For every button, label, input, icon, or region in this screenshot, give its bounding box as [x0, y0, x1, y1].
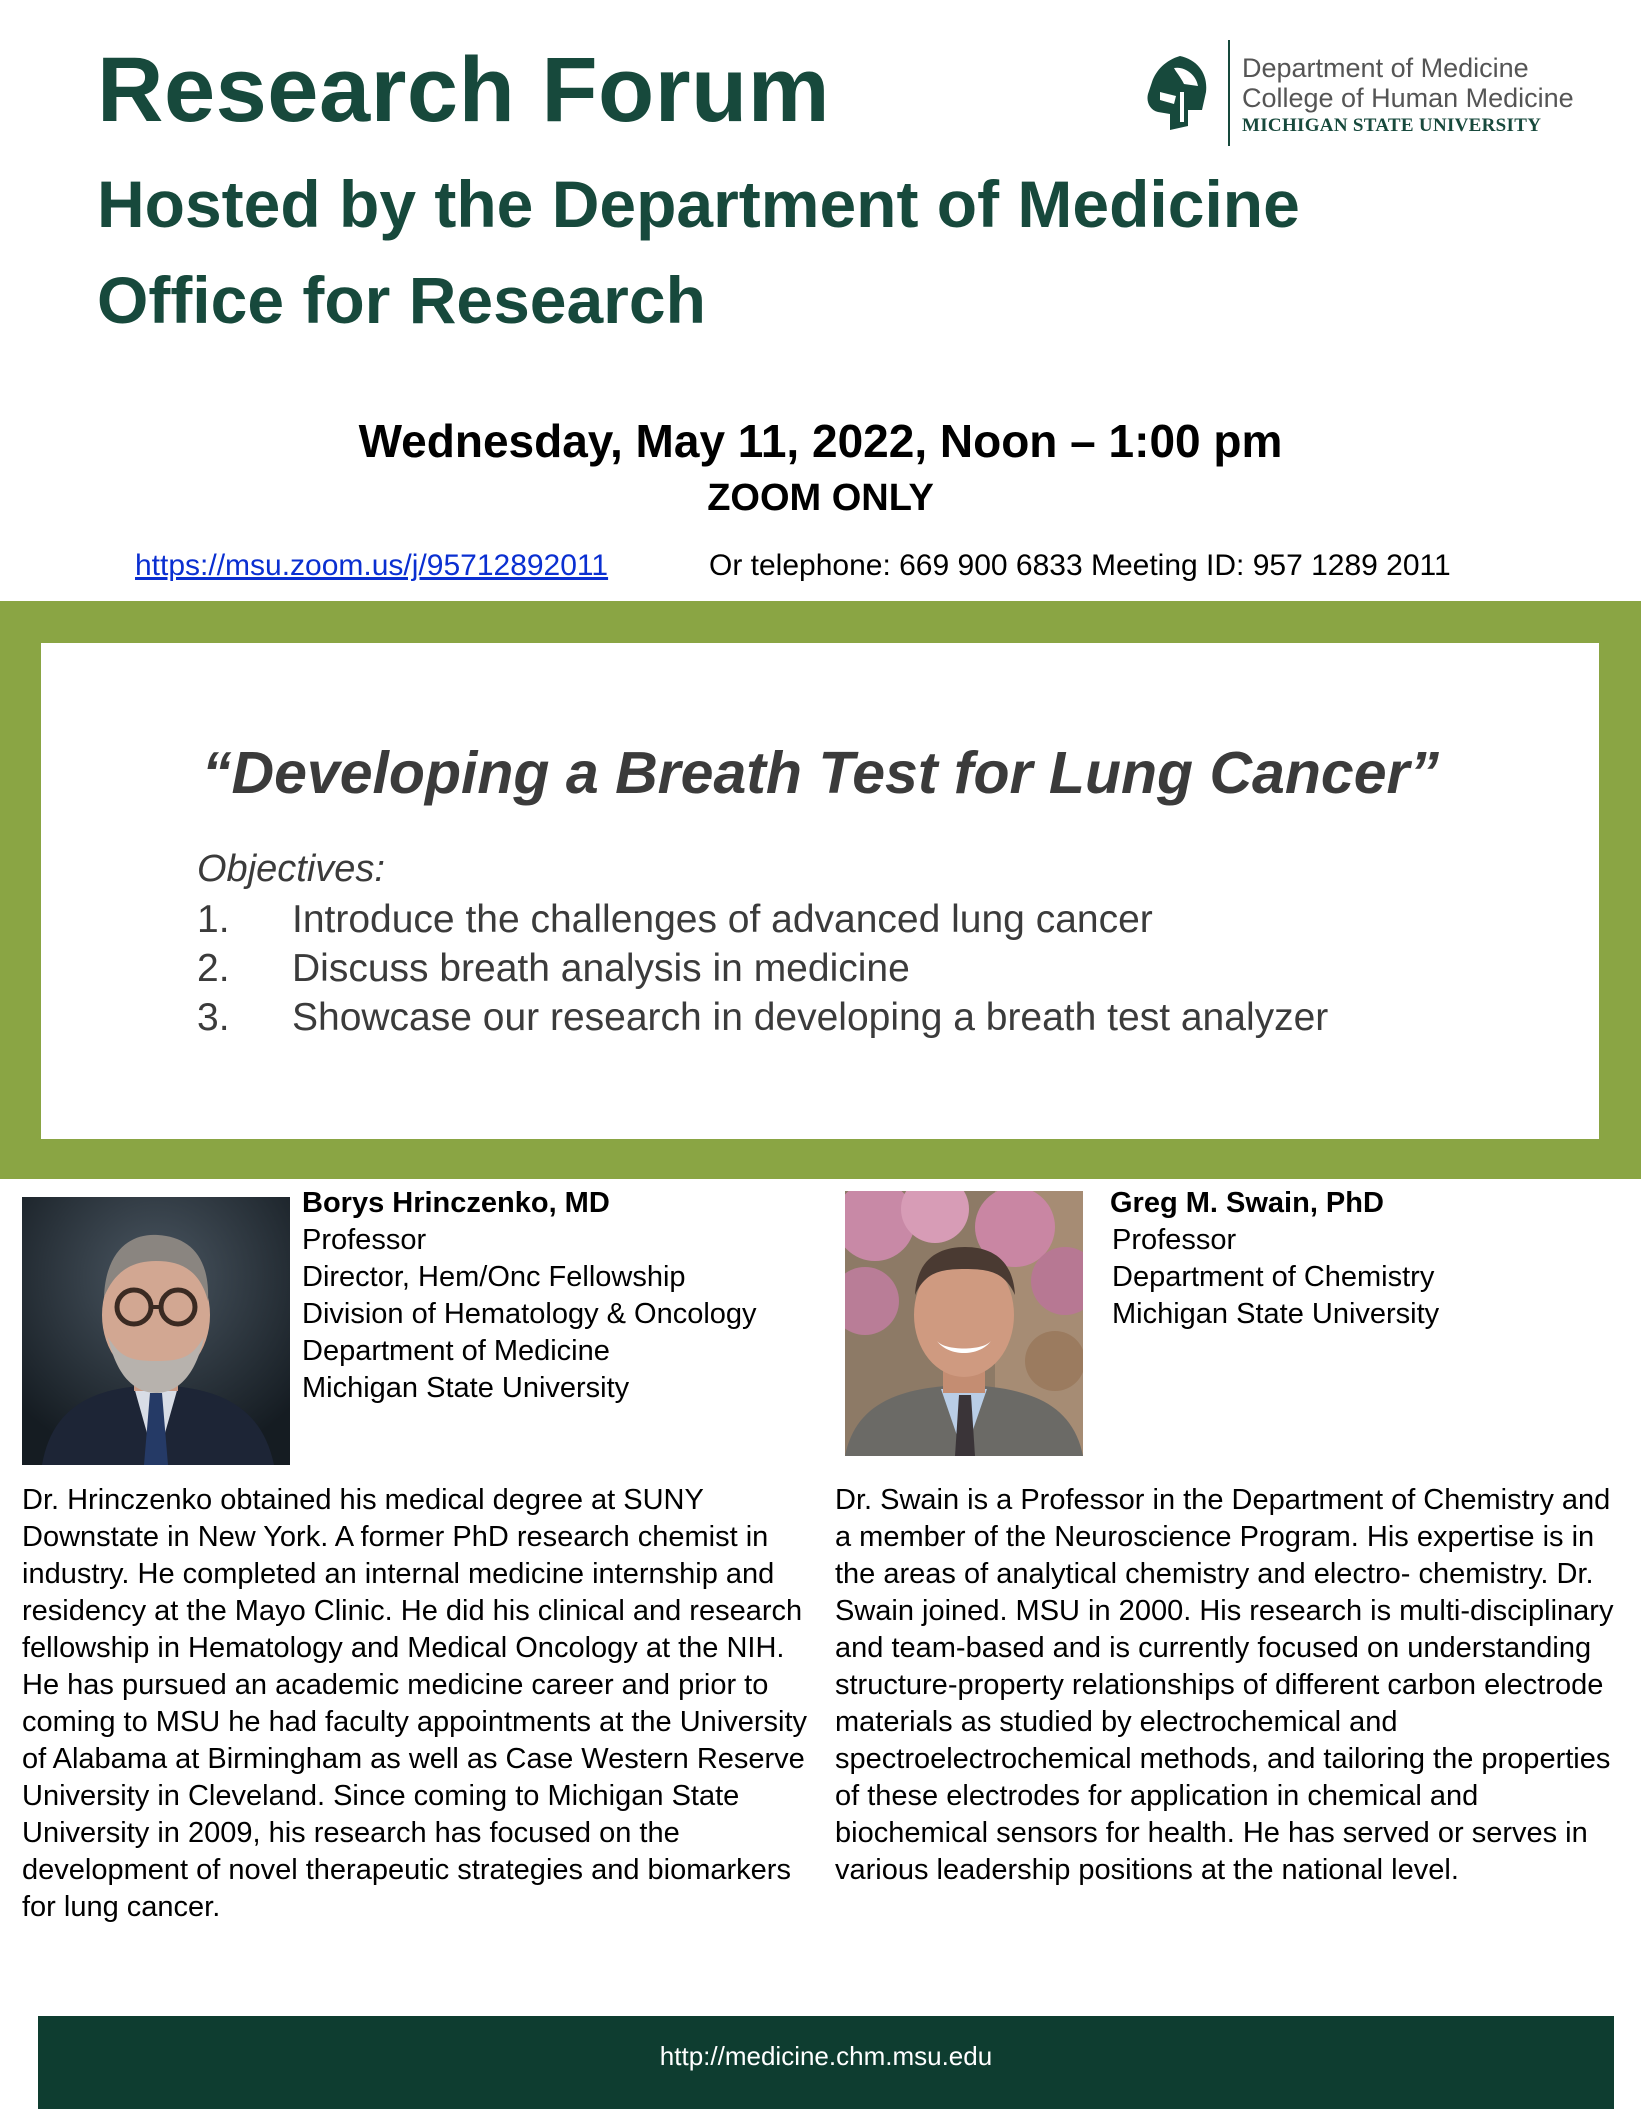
event-date: Wednesday, May 11, 2022, Noon – 1:00 pm — [358, 415, 1283, 467]
objective-number: 3. — [197, 996, 230, 1039]
logo-department: Department of Medicine — [1242, 53, 1529, 83]
page-subtitle-host: Hosted by the Department of Medicine — [97, 167, 1300, 241]
speaker-title-line: Michigan State University — [1112, 1298, 1440, 1330]
speaker-name: Greg M. Swain, PhD — [1110, 1187, 1384, 1219]
footer-bar — [38, 2016, 1614, 2109]
speaker-title-line: Department of Chemistry — [1112, 1261, 1435, 1293]
speaker-title-line: Professor — [302, 1224, 427, 1256]
zoom-link[interactable]: https://msu.zoom.us/j/95712892011 — [135, 549, 609, 582]
speaker-bio-hrinczenko: Dr. Hrinczenko obtained his medical degree at SUNY Downstate in New York. A former PhD research chemist in industry. He completed an internal medicine internship and residency at the Mayo Clinic. He did his clinical and research fellowship in Hematology and Medical Oncology at the NIH. He has pursued an academic medicine career and prior to coming to MSU he had faculty appointments at the University of Alabama at Birmingham as well as Case Western Reserve University in Cleveland. Since coming to Michigan State University in 2009, his research has focused on the development of novel therapeutic strategies and biomarkers for lung cancer. — [22, 1484, 807, 1923]
objective-number: 2. — [197, 947, 230, 990]
page-subtitle-office: Office for Research — [97, 263, 706, 337]
logo-university: MICHIGAN STATE UNIVERSITY — [1242, 115, 1542, 136]
objective-text: Showcase our research in developing a breath test analyzer — [292, 996, 1329, 1039]
logo-college: College of Human Medicine — [1242, 83, 1574, 113]
speaker-bio-swain: Dr. Swain is a Professor in the Department of Chemistry and a member of the Neuroscience Program. His expertise is in the areas of analytical chemistry and electro- chemistry. Dr. Swain joined. MSU in 2000. His research is multi-disciplinary and team-based and is currently focused on understanding structure-property relationships of different carbon electrode materials as studied by electrochemical and spectroelectrochemical methods, and tailoring the properties of these electrodes for application in chemical and biochemical sensors for health. He has served or serves in various leadership positions at the national level. — [835, 1484, 1614, 1886]
logo-divider — [1228, 40, 1230, 146]
portrait-swain — [845, 1191, 1083, 1456]
objective-number: 1. — [197, 898, 230, 941]
spartan-helmet-icon — [1140, 52, 1212, 134]
objectives-heading: Objectives: — [197, 848, 385, 890]
speaker-photo-hrinczenko — [22, 1197, 290, 1465]
phone-info: Or telephone: 669 900 6833 Meeting ID: 957 1289 2011 — [709, 549, 1451, 582]
speaker-title-line: Division of Hematology & Oncology — [302, 1298, 757, 1330]
speaker-photo-swain — [845, 1191, 1083, 1456]
speaker-title-line: Director, Hem/Onc Fellowship — [302, 1261, 686, 1293]
page-title: Research Forum — [97, 39, 831, 141]
talk-title: “Developing a Breath Test for Lung Cancer” — [201, 740, 1439, 806]
objective-text: Introduce the challenges of advanced lung cancer — [292, 898, 1153, 941]
objective-text: Discuss breath analysis in medicine — [292, 947, 910, 990]
portrait-hrinczenko — [22, 1197, 290, 1465]
speaker-title-line: Department of Medicine — [302, 1335, 610, 1367]
speaker-name: Borys Hrinczenko, MD — [302, 1187, 610, 1219]
speaker-title-line: Michigan State University — [302, 1372, 630, 1404]
event-format: ZOOM ONLY — [707, 477, 934, 519]
talk-box — [41, 643, 1599, 1139]
footer-url[interactable]: http://medicine.chm.msu.edu — [659, 2041, 993, 2071]
msu-dom-logo — [1136, 40, 1596, 150]
speaker-title-line: Professor — [1112, 1224, 1237, 1256]
